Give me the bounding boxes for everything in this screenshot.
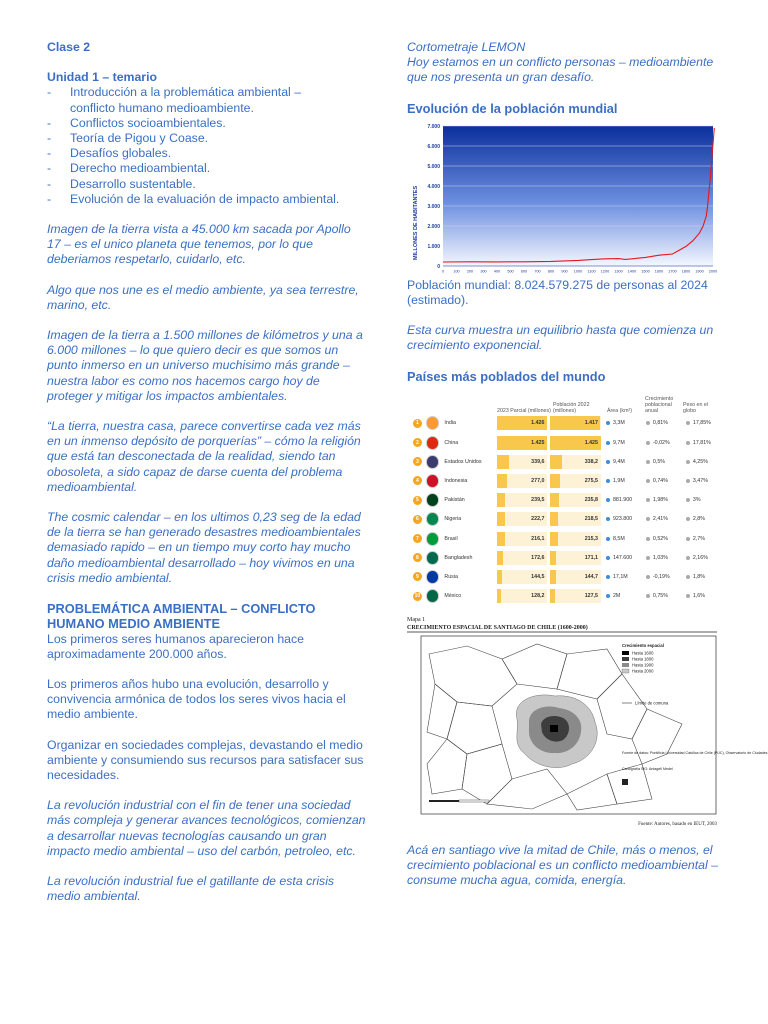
y-tick-label: 5.000 (427, 163, 440, 170)
syllabus-item: - Introducción a la problemática ambiental – conflicto humano medioambiente. (47, 85, 367, 115)
rank-badge: 7 (413, 534, 422, 543)
santiago-paragraph: Acá en santiago vive la mitad de Chile, más o menos, el crecimiento poblacional es un conflicto medioambiental – consume mucha agua, comida, energía. (407, 842, 719, 888)
pop2023-bar (497, 493, 548, 507)
santiago-map (407, 614, 768, 829)
area-cell: 8,5M (601, 536, 641, 542)
x-tick-label: 500 (507, 269, 514, 274)
syllabus-list (47, 85, 367, 207)
pop2022-bar (550, 532, 601, 546)
pop2023-bar (497, 551, 548, 565)
industrial-revolution-paragraph: La revolución industrial con el fin de tener una sociedad más compleja y generar avances tecnológicos, comienzan a desarrollar nuevas tecnologías causando un gran impacto medio ambiental – uso del carbón, petroleo, etc. (47, 798, 366, 858)
table-row (407, 510, 717, 529)
growth-cell: 1,03% (641, 555, 681, 561)
header-pop2023: 2023 Parcial (millones) (497, 407, 551, 414)
country-name: Rusia (444, 573, 458, 580)
country-name: Nigeria (444, 516, 462, 523)
x-tick-label: 1600 (654, 269, 664, 274)
cosmic-calendar-paragraph: The cosmic calendar – en los ultimos 0,23 seg de la edad de la tierra se han generado desastres medioambientales demasiado rapido – en un tiempo muy corto hay mucho daño medioambiental desarrollado – hoy vivimos en una crisis medio ambiental. (47, 510, 361, 585)
syllabus-item: - Teoría de Pigou y Coase. (47, 131, 367, 146)
pop2023-bar (497, 512, 548, 526)
country-name: México (444, 593, 462, 600)
pop2022-value: 1.417 (584, 420, 598, 427)
pop2022-fill (550, 455, 562, 469)
rank-badge: 1 (413, 419, 422, 428)
growth-cell: 2,41% (641, 516, 681, 522)
pop2023-fill (497, 532, 505, 546)
curve-explanation: Esta curva muestra un equilibrio hasta que comienza un crecimiento exponencial. (407, 323, 714, 353)
share-cell: 2,16% (681, 555, 717, 561)
pop2022-value: 127,5 (584, 593, 598, 600)
legend-item: Hasta 1600 (632, 650, 654, 656)
country-name: India (444, 420, 456, 427)
pop2022-bar (550, 455, 601, 469)
environment-paragraph: Algo que nos une es el medio ambiente, ya sea terrestre, marino, etc. (47, 282, 359, 312)
rank-badge: 8 (413, 553, 422, 562)
pop2022-fill (550, 570, 555, 584)
pop2022-value: 144,7 (584, 573, 598, 580)
trigger-paragraph: La revolución industrial fue el gatillante de esta crisis medio ambiental. (47, 873, 335, 904)
growth-cell: 0,81% (641, 420, 681, 426)
pop2023-value: 144,5 (531, 573, 545, 580)
countries-table-header (407, 386, 717, 414)
pop2023-bar (497, 474, 548, 488)
area-cell: 923.800 (601, 516, 641, 522)
pop2022-bar (550, 416, 601, 430)
syllabus-item: - Evolución de la evaluación de impacto ambiental. (47, 192, 367, 207)
x-tick-label: 1900 (695, 269, 704, 274)
pop2023-fill (497, 474, 507, 488)
flag-icon (426, 436, 440, 450)
countries-table-body (407, 414, 717, 606)
y-tick-label: 6.000 (427, 143, 440, 150)
data-source: Fuente de datos: Pontificia Universidad Católica de Chile (PUC), Observatorio de Ciudades (622, 750, 768, 755)
pop2022-value: 171,1 (584, 554, 598, 561)
country-name: Brasil (444, 535, 458, 542)
pop2022-value: 275,5 (584, 477, 598, 484)
pop2022-bar (550, 436, 601, 450)
pop2023-value: 1.425 (531, 439, 545, 446)
legend-item: Hasta 2000 (632, 668, 654, 674)
population-chart (407, 118, 717, 278)
pop2023-fill (497, 455, 509, 469)
population-chart-title: Evolución de la población mundial (407, 100, 618, 116)
pop2023-value: 339,6 (531, 458, 545, 465)
x-tick-label: 0 (441, 269, 445, 274)
map-title: CRECIMIENTO ESPACIAL DE SANTIAGO DE CHILE (1600-2000) (407, 624, 588, 631)
flag-icon (426, 532, 440, 546)
y-tick-label: 3.000 (427, 203, 440, 210)
pop2023-value: 216,1 (531, 535, 545, 542)
growth-cell: 0,74% (641, 478, 681, 484)
rank-badge: 10 (414, 593, 421, 600)
pop2023-fill (497, 512, 505, 526)
area-cell: 9,7M (601, 440, 641, 446)
map-label: Mapa 1 (407, 616, 426, 623)
countries-table (407, 386, 717, 606)
countries-table-title: Países más poblados del mundo (407, 368, 606, 384)
pop2023-value: 1.426 (531, 420, 545, 427)
y-tick-label: 0 (437, 263, 440, 270)
pop2023-fill (497, 551, 503, 565)
growth-cell: 0,75% (641, 593, 681, 599)
share-cell: 2,8% (681, 516, 717, 522)
rank-badge: 6 (413, 515, 422, 524)
y-tick-label: 2.000 (427, 223, 440, 230)
x-tick-label: 400 (493, 269, 501, 274)
flag-icon (426, 474, 440, 488)
x-tick-label: 1500 (641, 269, 650, 274)
home-quote-paragraph: “La tierra, nuestra casa, parece convertirse cada vez más en un inmenso depósito de porquerías” – cómo la religión que está tan desconectada de la realidad, siendo tan obosoleta, a sido capaz de darse cuenta del problema medioambiental. (47, 419, 361, 494)
y-axis-label: MILLONES DE HABITANTES (413, 185, 419, 260)
area-cell: 9,4M (601, 459, 641, 465)
first-humans-paragraph: Los primeros seres humanos aparecieron hace aproximadamente 200.000 años. (47, 631, 305, 661)
area-cell: 2M (601, 593, 641, 599)
pop2022-bar (550, 493, 601, 507)
pop2022-value: 1.425 (584, 439, 598, 446)
population-chart-svg (407, 118, 717, 278)
table-row (407, 567, 717, 586)
apollo-paragraph: Imagen de la tierra vista a 45.000 km sacada por Apollo 17 – es el unico planeta que tenemos, por lo que deberiamos respetarlo, cuidarlo, etc. (47, 222, 351, 267)
pop2023-bar (497, 455, 548, 469)
share-cell: 1,8% (681, 574, 717, 580)
y-tick-label: 7.000 (427, 123, 440, 130)
class-title: Clase 2 (47, 40, 91, 54)
x-tick-label: 800 (547, 269, 555, 274)
header-growth: Crecimiento poblacional anual (645, 395, 674, 414)
header-pop2022: Población 2022 (millones) (553, 401, 590, 414)
earth-image-paragraph: Imagen de la tierra a 1.500 millones de kilómetros y una a 6.000 millones – lo que quiero decir es que somos un punto inmerso en un universo muchisimo más grande – nuestra labor es como nos hacemos cargo hoy de proteger y mitigar los impactos ambientales. (47, 328, 363, 403)
table-row (407, 529, 717, 548)
area-cell: 17,1M (601, 574, 641, 580)
right-column (407, 40, 768, 888)
x-tick-label: 300 (480, 269, 487, 274)
share-cell: 4,25% (681, 459, 717, 465)
country-name: Indonesia (444, 477, 468, 484)
pop2023-bar (497, 589, 548, 603)
y-tick-label: 1.000 (427, 243, 440, 250)
x-tick-label: 1100 (587, 269, 596, 274)
scale-bar (429, 800, 489, 802)
pop2022-bar (550, 474, 601, 488)
syllabus-item: - Desafíos globales. (47, 146, 367, 161)
share-cell: 1,6% (681, 593, 717, 599)
table-row (407, 491, 717, 510)
growth-cell: -0,02% (641, 440, 681, 446)
syllabus-item: - Derecho medioambiental. (47, 161, 367, 176)
legend-item: Hasta 1800 (632, 656, 654, 662)
organize-paragraph: Organizar en sociedades complejas, devastando el medio ambiente y consumiendo sus recursos para satisfacer sus necesidades. (47, 737, 364, 782)
rank-badge: 2 (413, 438, 422, 447)
pop2022-fill (550, 474, 560, 488)
rank-badge: 3 (413, 457, 422, 466)
x-tick-label: 1800 (681, 269, 691, 274)
area-cell: 147.600 (601, 555, 641, 561)
left-column (47, 40, 367, 904)
table-row (407, 452, 717, 471)
share-cell: 17,81% (681, 440, 717, 446)
pop2022-fill (550, 589, 555, 603)
country-name: Estados Unidos (444, 458, 482, 465)
pop2023-value: 277,0 (531, 477, 545, 484)
pop2023-value: 128,2 (531, 593, 545, 600)
country-name: Bangladesh (444, 554, 473, 561)
share-cell: 3% (681, 497, 717, 503)
rank-badge: 5 (413, 496, 422, 505)
pop2023-fill (497, 570, 502, 584)
cartography-credit: Cartografía SIG: Antagell Medel (622, 766, 673, 771)
x-tick-label: 1300 (614, 269, 623, 274)
world-population-text: Población mundial: 8.024.579.275 de personas al 2024 (estimado). (407, 277, 708, 308)
pop2022-bar (550, 512, 601, 526)
pop2022-value: 215,3 (584, 535, 598, 542)
growth-cell: -0,19% (641, 574, 681, 580)
table-row (407, 587, 717, 606)
pop2022-bar (550, 570, 601, 584)
pop2023-fill (497, 493, 505, 507)
x-tick-label: 1000 (573, 269, 583, 274)
table-row (407, 471, 717, 490)
map-source: Fuente: Autores, basado en IEUT, 2003 (638, 821, 717, 827)
share-cell: 2,7% (681, 536, 717, 542)
pop2022-fill (550, 493, 558, 507)
short-film-title: Cortometraje LEMON (407, 40, 526, 54)
pop2022-value: 235,8 (584, 497, 598, 504)
y-tick-label: 4.000 (427, 183, 440, 190)
flag-icon (426, 493, 440, 507)
harmony-paragraph: Los primeros años hubo una evolución, desarrollo y convivencia armónica de todos los seres vivos hacia el medio ambiente. (47, 676, 346, 722)
country-name: China (444, 439, 459, 446)
header-area: Área (km²) (607, 407, 633, 414)
pop2023-bar (497, 416, 548, 430)
syllabus-item: - Desarrollo sustentable. (47, 177, 367, 192)
unit-title: Unidad 1 – temario (47, 70, 158, 85)
flag-icon (426, 589, 440, 603)
rank-badge: 4 (413, 476, 422, 485)
rank-badge: 9 (413, 572, 422, 581)
x-tick-label: 1200 (600, 269, 610, 274)
x-tick-label: 1700 (668, 269, 677, 274)
legend-item: Hasta 1900 (632, 662, 654, 668)
x-tick-label: 700 (534, 269, 541, 274)
flag-icon (426, 512, 440, 526)
pop2022-value: 218,5 (584, 516, 598, 523)
flag-icon (426, 416, 440, 430)
legend-title: Crecimiento espacial (622, 642, 664, 648)
plot-background (443, 126, 713, 266)
pop2023-value: 239,5 (531, 497, 545, 504)
flag-icon (426, 551, 440, 565)
growth-cell: 1,98% (641, 497, 681, 503)
x-tick-label: 200 (466, 269, 474, 274)
x-tick-label: 100 (453, 269, 460, 274)
x-tick-label: 600 (520, 269, 528, 274)
share-cell: 17,85% (681, 420, 717, 426)
x-tick-label: 900 (561, 269, 568, 274)
pop2023-value: 172,6 (531, 554, 545, 561)
table-row (407, 433, 717, 452)
syllabus-item: - Conflictos socioambientales. (47, 116, 367, 131)
pop2022-bar (550, 551, 601, 565)
section-heading: PROBLEMÁTICA AMBIENTAL – CONFLICTO HUMANO MEDIO AMBIENTE (47, 601, 316, 632)
pop2022-fill (550, 551, 556, 565)
table-row (407, 414, 717, 433)
x-tick-label: 1400 (627, 269, 637, 274)
x-tick-label: 2000 (708, 269, 718, 274)
pop2023-value: 222,7 (531, 516, 545, 523)
flag-icon (426, 455, 440, 469)
pop2023-bar (497, 532, 548, 546)
growth-cell: 0,52% (641, 536, 681, 542)
area-cell: 3,3M (601, 420, 641, 426)
pop2022-bar (550, 589, 601, 603)
share-cell: 3,47% (681, 478, 717, 484)
area-cell: 1,9M (601, 478, 641, 484)
short-film-description: Hoy estamos en un conflicto personas – medioambiente que nos presenta un gran desafío. (407, 55, 714, 85)
urban-growth (516, 695, 597, 768)
table-row (407, 548, 717, 567)
pop2022-fill (550, 512, 558, 526)
santiago-map-svg (407, 614, 768, 829)
pop2023-bar (497, 436, 548, 450)
area-cell: 881.900 (601, 497, 641, 503)
pop2023-bar (497, 570, 548, 584)
legend-boundary: Límite de comuna (635, 700, 669, 706)
growth-cell: 0,5% (641, 459, 681, 465)
pop2023-fill (497, 589, 502, 603)
flag-icon (426, 570, 440, 584)
country-name: Pakistán (444, 497, 465, 504)
pop2022-fill (550, 532, 558, 546)
pop2022-value: 338,2 (584, 458, 598, 465)
header-share: Peso en el globo (683, 401, 709, 414)
